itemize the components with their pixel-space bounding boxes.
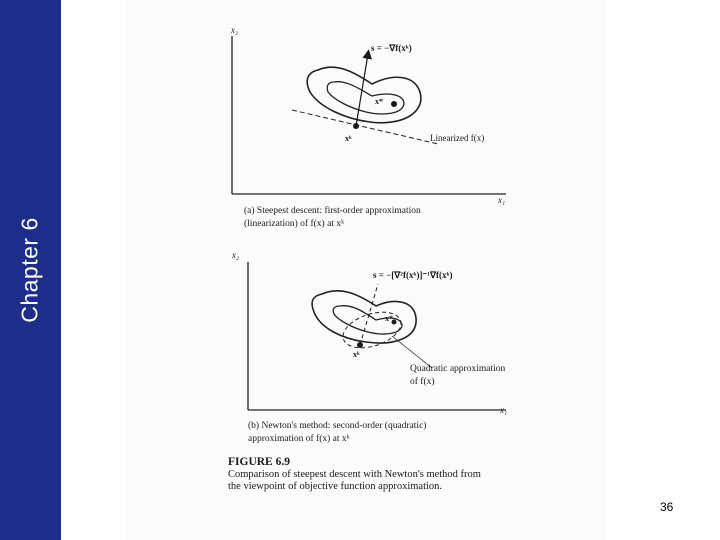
panel-a-caption-line2: (linearization) of f(x) at xᵏ [244, 219, 345, 229]
panel-b-optimum-label: x* [385, 314, 393, 323]
panel-a-point-label: xᵏ [345, 134, 352, 143]
panel-b-point-label: xᵏ [353, 350, 360, 359]
panel-b-quad-label-line1: Quadratic approximation [410, 364, 506, 374]
page-number: 36 [660, 500, 674, 514]
panel-a-inner-contour [327, 82, 404, 114]
panel-a-direction-label: s = −∇f(xᵏ) [371, 43, 412, 53]
panel-b-direction-line [360, 284, 378, 345]
panel-a-optimum-label: x* [375, 97, 383, 106]
chapter-label: Chapter 6 [16, 217, 43, 323]
panel-b-direction-label: s = −[∇²f(xᵏ)]⁻¹∇f(xᵏ) [373, 270, 453, 280]
panel-b-caption-line1: (b) Newton's method: second-order (quadratic) [248, 421, 427, 431]
figure-caption-line1: Comparison of steepest descent with Newton's method from [228, 468, 481, 480]
panel-b-quadratic-ellipse [339, 306, 406, 355]
panel-b [231, 250, 507, 444]
figure-caption [228, 456, 558, 494]
panel-a-caption-line1: (a) Steepest descent: first-order approximation [244, 206, 421, 216]
panel-b-point-xk [357, 342, 363, 348]
figure-caption-line2: the viewpoint of objective function approximation. [228, 481, 443, 492]
panel-a-optimum [391, 101, 397, 107]
panel-a-direction-arrow [356, 54, 368, 126]
panel-a-x2-label: x₂ [231, 25, 239, 35]
panel-b-outer-contour [312, 291, 416, 343]
panel-a [230, 25, 506, 229]
panel-b-quad-label-line2: of f(x) [410, 377, 435, 387]
panel-b-x2-label: x₂ [232, 250, 240, 260]
panel-b-x1-label: x₁ [500, 405, 508, 415]
panel-b-caption-line2: approximation of f(x) at xᵏ [248, 434, 350, 444]
panel-a-point-xk [353, 123, 359, 129]
figure-caption-title: FIGURE 6.9 [228, 456, 290, 468]
panel-a-x1-label: x₁ [498, 195, 506, 205]
panel-a-linearized-label: Linearized f(x) [430, 133, 485, 143]
panel-a-linearized-line [292, 110, 438, 144]
